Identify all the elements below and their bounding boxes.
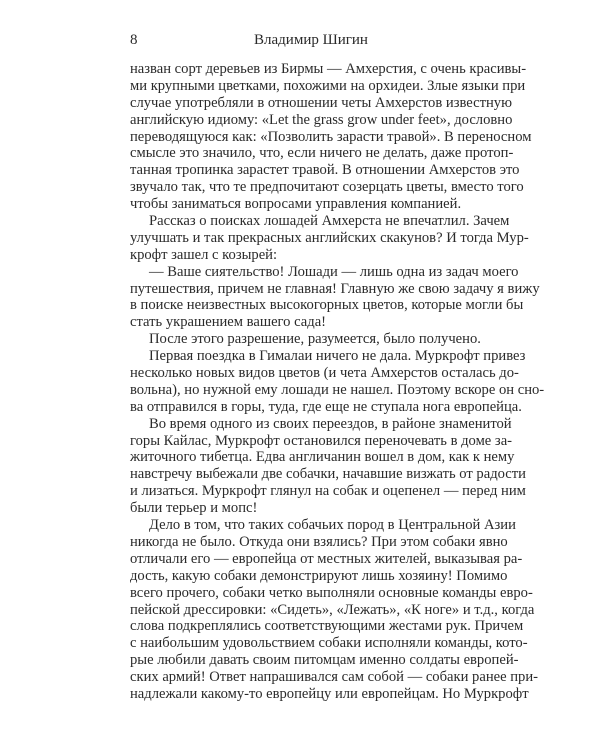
page-header bbox=[130, 32, 492, 52]
paragraph bbox=[130, 213, 529, 264]
paragraph bbox=[130, 517, 539, 703]
text-line: ва отправился в горы, туда, где еще не ступала нога европейца. bbox=[130, 398, 522, 415]
text-line: пейской дрессировки: «Сидеть», «Лежать», «К ноге» и т.д., когда bbox=[130, 601, 535, 618]
text-line: Первая поездка в Гималаи ничего не дала. Муркрофт привез bbox=[149, 348, 526, 365]
text-line: всего прочего, собаки четко выполняли основные команды евро- bbox=[130, 584, 533, 601]
paragraph bbox=[130, 348, 545, 416]
text-line: ми крупными цветками, похожими на орхидеи. Злые языки при bbox=[130, 77, 526, 94]
text-line: случае употребляли в отношении четы Амхерстов известную bbox=[130, 94, 512, 111]
text-line: Рассказ о поисках лошадей Амхерста не впечатлил. Зачем bbox=[149, 213, 510, 230]
text-line: стать украшением вашего сада! bbox=[130, 314, 327, 331]
text-line: житочного тибетца. Едва англичанин вошел в дом, как к нему bbox=[130, 449, 515, 466]
paragraph bbox=[130, 331, 492, 348]
text-line: горы Кайлас, Муркрофт остановился переночевать в доме за- bbox=[130, 432, 513, 449]
running-title: Владимир Шигин bbox=[254, 32, 368, 48]
text-line: путешествия, причем не главная! Главную же свою задачу я вижу bbox=[130, 280, 540, 297]
text-line: смысле это значило, что, если ничего не делать, даже протоп- bbox=[130, 145, 514, 162]
text-line: слова подкреплялись соответствующими жестами рук. Причем bbox=[130, 618, 524, 635]
body-text bbox=[130, 61, 545, 703]
text-line: ских армий! Ответ напрашивался сам собой — собаки ранее при- bbox=[130, 669, 539, 686]
paragraph bbox=[130, 415, 526, 517]
text-line: и лизаться. Муркрофт глянул на собак и оцепенел — перед ним bbox=[130, 483, 526, 500]
page-number: 8 bbox=[130, 32, 138, 48]
text-line: английскую идиому: «Let the grass grow under feet», дословно bbox=[130, 111, 513, 128]
text-line: крофт зашел с козырей: bbox=[130, 246, 278, 263]
text-line: переводящуюся как: «Позволить зарасти травой». В переносном bbox=[130, 128, 532, 145]
text-line: несколько новых видов цветов (и чета Амхерстов осталась до- bbox=[130, 365, 519, 382]
paragraph bbox=[130, 61, 532, 213]
text-line: с наибольшим удовольствием собаки исполняли команды, кото- bbox=[130, 635, 528, 652]
text-line: дость, какую собаки демонстрируют лишь хозяину! Помимо bbox=[130, 567, 508, 584]
text-line: были терьер и мопс! bbox=[130, 500, 258, 517]
text-line: отличали его — европейца от местных жителей, выказывая ра- bbox=[130, 550, 523, 567]
text-line: никогда не было. Откуда они взялись? При этом собаки явно bbox=[130, 533, 508, 550]
text-line: После этого разрешение, разумеется, было получено. bbox=[149, 331, 481, 348]
text-line: вольна), но нужной ему лошади не нашел. Поэтому вскоре он сно- bbox=[130, 381, 545, 398]
text-line: звучало так, что те предпочитают созерцать цветы, вместо того bbox=[130, 179, 524, 196]
text-line: танная тропинка зарастет травой. В отношении Амхерстов это bbox=[130, 162, 520, 179]
paragraph bbox=[130, 263, 540, 332]
text-line: — Ваше сиятельство! Лошади — лишь одна из задач моего bbox=[149, 263, 519, 280]
text-line: чтобы заниматься вопросами управления компанией. bbox=[130, 196, 462, 213]
text-line: Во время одного из своих переездов, в районе знаменитой bbox=[149, 415, 512, 432]
text-line: назван сорт деревьев из Бирмы — Амхерстия, с очень красивы- bbox=[130, 61, 527, 77]
text-line: в поиске неизвестных высокогорных цветов, которые могли бы bbox=[130, 297, 524, 314]
text-line: Дело в том, что таких собачьих пород в Центральной Азии bbox=[149, 517, 516, 534]
text-line: навстречу выбежали две собачки, начавшие визжать от радости bbox=[130, 466, 526, 483]
text-line: улучшать и так прекрасных английских скакунов? И тогда Мур- bbox=[130, 229, 529, 246]
text-line: рые любили давать своим питомцам именно солдаты европей- bbox=[130, 652, 519, 669]
text-line: надлежали какому-то европейцу или европейцам. Но Муркрофт bbox=[130, 685, 529, 702]
